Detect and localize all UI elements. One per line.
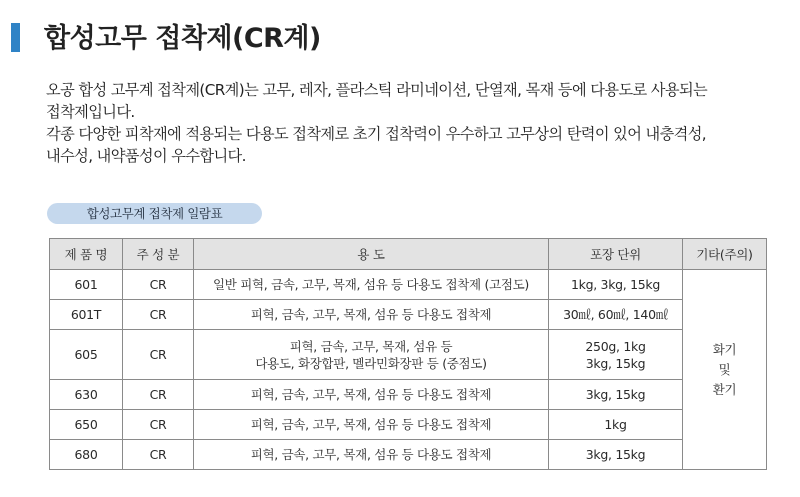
description-line: 내수성, 내약품성이 우수합니다. bbox=[46, 147, 246, 165]
usage-text: 일반 피혁, 금속, 고무, 목재, 섬유 등 다용도 접착제 (고점도) bbox=[213, 277, 529, 292]
cell-component: CR bbox=[123, 270, 194, 300]
cell-product-name: 605 bbox=[50, 330, 123, 380]
table-row bbox=[50, 330, 767, 380]
cell-component: CR bbox=[123, 440, 194, 470]
header-usage: 용 도 bbox=[194, 239, 549, 270]
description bbox=[46, 79, 786, 167]
cell-packaging: 3kg, 15kg bbox=[549, 380, 683, 410]
table-row bbox=[50, 440, 767, 470]
cell-usage bbox=[194, 330, 549, 380]
header-packaging: 포장 단위 bbox=[549, 239, 683, 270]
usage-line: 피혁, 금속, 고무, 목재, 섬유 등 bbox=[289, 338, 453, 354]
cell-packaging: 30㎖, 60㎖, 140㎖ bbox=[549, 300, 683, 330]
cell-product-name: 601 bbox=[50, 270, 123, 300]
cell-packaging: 1kg bbox=[549, 410, 683, 440]
cell-packaging: 1kg, 3kg, 15kg bbox=[549, 270, 683, 300]
section-label: 합성고무계 접착제 일람표 bbox=[47, 203, 262, 224]
cell-product-name: 650 bbox=[50, 410, 123, 440]
cell-usage bbox=[194, 270, 549, 300]
note-line: 및 bbox=[718, 361, 731, 377]
cell-product-name: 630 bbox=[50, 380, 123, 410]
cell-packaging: 3kg, 15kg bbox=[549, 440, 683, 470]
note-line: 화기 bbox=[712, 341, 737, 357]
page-title: 합성고무 접착제(CR계) bbox=[44, 23, 321, 54]
cell-usage: 피혁, 금속, 고무, 목재, 섬유 등 다용도 접착제 bbox=[194, 440, 549, 470]
description-line: 오공 합성 고무계 접착제(CR계)는 고무, 레자, 플라스틱 라미네이션, 단열재, 목재 등에 다용도로 사용되는 bbox=[46, 81, 708, 99]
table-header-row bbox=[50, 239, 767, 270]
header-product-name: 제 품 명 bbox=[50, 239, 123, 270]
table-row bbox=[50, 380, 767, 410]
title-accent-bar bbox=[11, 23, 20, 52]
cell-usage: 피혁, 금속, 고무, 목재, 섬유 등 다용도 접착제 bbox=[194, 410, 549, 440]
cell-usage: 피혁, 금속, 고무, 목재, 섬유 등 다용도 접착제 bbox=[194, 380, 549, 410]
table-row bbox=[50, 300, 767, 330]
product-table bbox=[49, 238, 767, 470]
cell-note bbox=[683, 270, 767, 470]
description-line: 접착제입니다. bbox=[46, 103, 135, 121]
table-row bbox=[50, 270, 767, 300]
cell-product-name: 680 bbox=[50, 440, 123, 470]
cell-packaging bbox=[549, 330, 683, 380]
note-line: 환기 bbox=[712, 381, 737, 397]
cell-component: CR bbox=[123, 410, 194, 440]
cell-component: CR bbox=[123, 300, 194, 330]
cell-component: CR bbox=[123, 380, 194, 410]
cell-product-name: 601T bbox=[50, 300, 123, 330]
cell-usage: 피혁, 금속, 고무, 목재, 섬유 등 다용도 접착제 bbox=[194, 300, 549, 330]
usage-line: 다용도, 화장합판, 멜라민화장판 등 (중점도) bbox=[255, 355, 487, 371]
packaging-line: 250g, 1kg bbox=[585, 338, 646, 354]
cell-component: CR bbox=[123, 330, 194, 380]
table-row bbox=[50, 410, 767, 440]
header-component: 주 성 분 bbox=[123, 239, 194, 270]
header-note: 기타(주의) bbox=[683, 239, 767, 270]
packaging-line: 3kg, 15kg bbox=[585, 355, 646, 371]
description-line: 각종 다양한 피착재에 적용되는 다용도 접착제로 초기 접착력이 우수하고 고무상의 탄력이 있어 내충격성, bbox=[46, 125, 707, 143]
